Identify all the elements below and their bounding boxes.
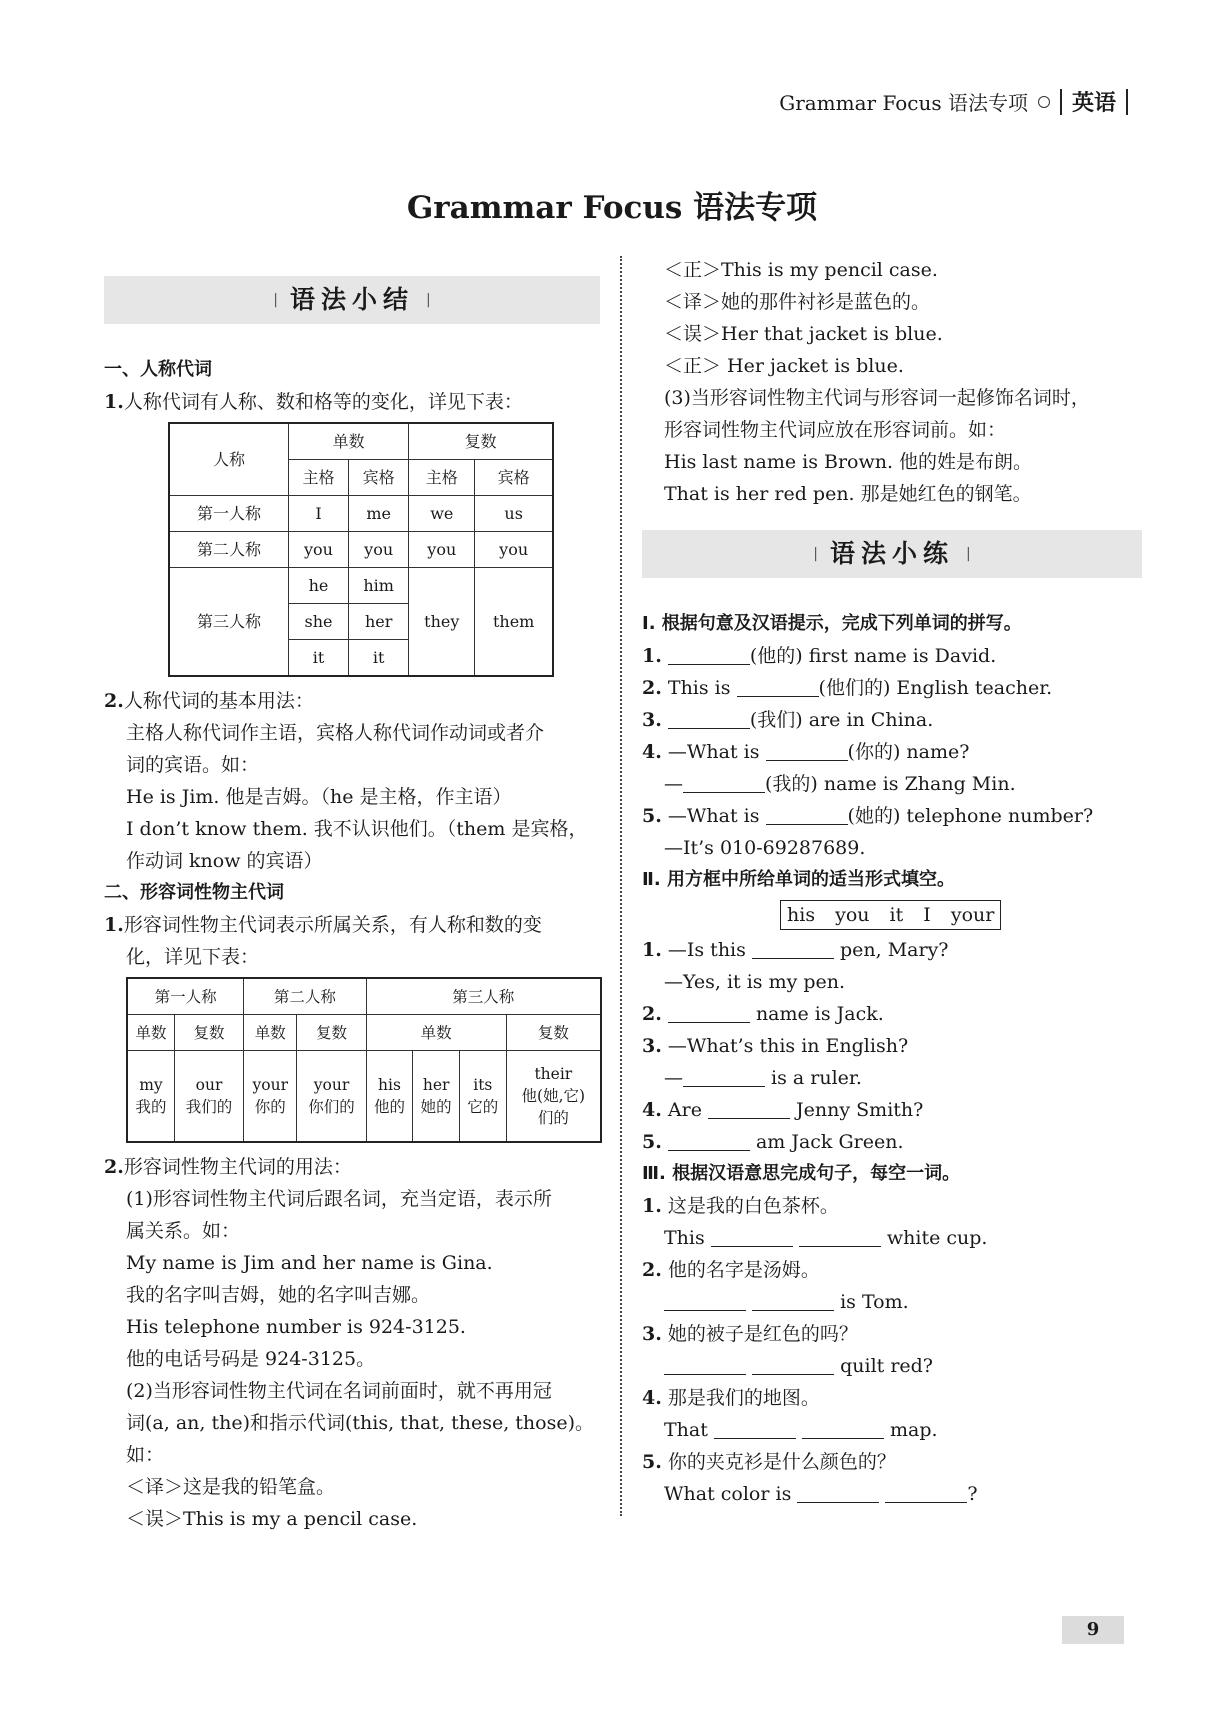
text-line: 属关系。如： (126, 1220, 241, 1242)
text-line: —Yes, it is my pen. (664, 971, 846, 993)
exercise-item: 1. —Is this pen, Mary? (642, 939, 949, 961)
text-line: I don’t know them. 我不认识他们。（them 是宾格， (126, 818, 588, 840)
text-line: That is her red pen. 那是她红色的钢笔。 (664, 483, 1032, 505)
practice-heading: 语法小练 (829, 539, 954, 568)
text-line: 词的宾语。如： (126, 754, 260, 776)
text-line: He is Jim. 他是吉姆。（he 是主格，作主语） (126, 786, 512, 808)
exercise-item: 3. —What’s this in English? (642, 1035, 909, 1057)
page-number: 9 (1062, 1616, 1124, 1644)
answer-blank[interactable] (766, 804, 848, 825)
text-line: (3)当形容词性物主代词与形容词一起修饰名词时， (664, 387, 1090, 409)
table-row: my 我的 our 我们的 your 你的 your 你们的 his 他的 her 她的 its 它的 their 他(她,它) 们的 (127, 1051, 601, 1143)
column-divider (620, 256, 622, 1516)
exercise-item: 5. 你的夹克衫是什么颜色的？ (642, 1451, 896, 1473)
page-title: Grammar Focus 语法专项 (406, 190, 818, 226)
exercise-item: 4. —What is (你的) name? (642, 741, 970, 763)
exercise-item: What color is ? (664, 1483, 978, 1505)
exercise-heading: Ⅲ. 根据汉语意思完成句子，每空一词。 (642, 1163, 961, 1184)
answer-blank[interactable] (802, 1418, 884, 1439)
possessive-adjective-table: 第一人称 第二人称 第三人称 单数 复数 单数 复数 单数 复数 my 我的 our 我们的 your 你的 your 你们的 his 他的 her 她的 its 它的 their 他(她,它) 们的 (126, 977, 602, 1143)
text-line: 主格人称代词作主语，宾格人称代词作动词或者介 (126, 722, 545, 744)
text-line: 作动词 know 的宾语） (126, 850, 323, 872)
text-line: —It’s 010-69287689. (664, 837, 866, 859)
table-row: 第一人称 I me we us (169, 496, 553, 532)
table-row: she her (169, 604, 553, 640)
paragraph: 人称代词有人称、数和格等的变化，详见下表： (123, 391, 523, 413)
exercise-item: 5. am Jack Green. (642, 1131, 904, 1153)
exercise-item: 4. Are Jenny Smith? (642, 1099, 924, 1121)
left-column: | 语法小结 | 一、人称代词 1.人称代词有人称、数和格等的变化，详见下表： 人称 单数 复数 主格 宾格 主格 宾格 第一人称 I me we us 第二人称 you you you you 第三人称 he him they them she her it it 2.人称代词的基本用法： 主格人称代词作主语，宾格人称代词作动词或者介 词的宾语。如： He is Jim. 他是吉姆。（he 是主格，作主语） I don’t know them. 我不认识他们。（them 是宾格， 作动词 know 的宾语） 二、形容词性物主代词 1.形容词性物主代词表示所属关系，有人称和数的变 化，详见下表： 第一人称 第二人称 第三人称 单数 复数 单数 复数 单数 复数 my 我的 our 我们的 your 你的 your 你们的 his 他的 her 她的 its 它的 their 他(她,它) 们的 2.形容词性物主代词的用法： (1)形容词性物主代词后跟名词，充当定语，表示所 属关系。如： My name is Jim and her name is Gina. 我的名字叫吉姆，她的名字叫吉娜。 His telephone number is 924-3125. 他的电话号码是 924-3125。 (2)当形容词性物主代词在名词前面时，就不再用冠 词(a, an, the)和指示代词(this, that, these, those)。 如： ＜译＞这是我的铅笔盒。 ＜误＞This is my a pencil case. (104, 272, 600, 1535)
answer-blank[interactable] (708, 1098, 790, 1119)
text-line: ＜正＞This is my pencil case. (664, 259, 938, 281)
text-line: ＜正＞ Her jacket is blue. (664, 355, 904, 377)
section-heading: 一、人称代词 (104, 359, 212, 380)
text-line: ＜误＞This is my a pencil case. (126, 1508, 418, 1530)
header-title: Grammar Focus 语法专项 (779, 91, 1028, 115)
text-line: His last name is Brown. 他的姓是布朗。 (664, 451, 1033, 473)
text-line: 我的名字叫吉姆，她的名字叫吉娜。 (126, 1284, 431, 1306)
answer-blank[interactable] (752, 1354, 834, 1375)
summary-section-header: | 语法小结 | (104, 276, 600, 324)
answer-blank[interactable] (797, 1482, 879, 1503)
table-row: 第二人称 you you you you (169, 532, 553, 568)
text-line: 如： (126, 1444, 165, 1466)
exercise-item: 3. (我们) are in China. (642, 709, 934, 731)
answer-blank[interactable] (664, 1354, 746, 1375)
text-line: ＜误＞Her that jacket is blue. (664, 323, 943, 345)
answer-blank[interactable] (683, 772, 765, 793)
word-bank: his you it I your (780, 900, 1001, 930)
exercise-item: 1. (他的) first name is David. (642, 645, 997, 667)
answer-blank[interactable] (664, 1290, 746, 1311)
exercise-item: That map. (664, 1419, 938, 1441)
answer-blank[interactable] (714, 1418, 796, 1439)
text-line: 形容词性物主代词应放在形容词前。如： (664, 419, 1007, 441)
exercise-item: — is a ruler. (664, 1067, 862, 1089)
exercise-item: 4. 那是我们的地图。 (642, 1387, 820, 1409)
exercise-item: 2. 他的名字是汤姆。 (642, 1259, 820, 1281)
text-line: His telephone number is 924-3125. (126, 1316, 466, 1338)
answer-blank[interactable] (752, 938, 834, 959)
circle-icon (1038, 96, 1050, 108)
answer-blank[interactable] (885, 1482, 967, 1503)
answer-blank[interactable] (668, 1130, 750, 1151)
summary-heading: 语法小结 (289, 285, 414, 314)
answer-blank[interactable] (668, 1002, 750, 1023)
divider-bar (1126, 89, 1128, 115)
exercise-item: is Tom. (642, 1286, 1142, 1318)
text-line: (1)形容词性物主代词后跟名词，充当定语，表示所 (126, 1188, 552, 1210)
header-subject: 英语 (1071, 91, 1116, 116)
text-line: 他的电话号码是 924-3125。 (126, 1348, 376, 1370)
exercise-item: 3. 她的被子是红色的吗？ (642, 1323, 858, 1345)
exercise-heading: Ⅱ. 用方框中所给单词的适当形式填空。 (642, 869, 955, 890)
text-line: 化，详见下表： (126, 946, 260, 968)
right-column (642, 254, 1142, 1510)
text-line: ＜译＞这是我的铅笔盒。 (126, 1476, 336, 1498)
table-row: it it (169, 640, 553, 677)
answer-blank[interactable] (752, 1290, 834, 1311)
exercise-item: 2. name is Jack. (642, 1003, 884, 1025)
exercise-item: This white cup. (664, 1227, 988, 1249)
answer-blank[interactable] (668, 644, 750, 665)
answer-blank[interactable] (799, 1226, 881, 1247)
exercise-item: 5. —What is (她的) telephone number? (642, 805, 1094, 827)
exercise-item: 2. This is (他们的) English teacher. (642, 677, 1053, 699)
exercise-heading: Ⅰ. 根据句意及汉语提示，完成下列单词的拼写。 (642, 613, 1022, 634)
running-header (779, 86, 1128, 117)
text-line: My name is Jim and her name is Gina. (126, 1252, 493, 1274)
answer-blank[interactable] (711, 1226, 793, 1247)
practice-section-header: | 语法小练 | (642, 530, 1142, 578)
answer-blank[interactable] (737, 676, 819, 697)
exercise-item: 1. 这是我的白色茶杯。 (642, 1195, 839, 1217)
text-line: 词(a, an, the)和指示代词(this, that, these, those)。 (126, 1412, 595, 1434)
answer-blank[interactable] (668, 708, 750, 729)
text-line: (2)当形容词性物主代词在名词前面时，就不再用冠 (126, 1380, 552, 1402)
exercise-item: quilt red? (642, 1350, 1142, 1382)
exercise-item: — (我的) name is Zhang Min. (664, 773, 1016, 795)
table-row: 第三人称 he him they them (169, 568, 553, 604)
answer-blank[interactable] (683, 1066, 765, 1087)
answer-blank[interactable] (766, 740, 848, 761)
text-line: ＜译＞她的那件衬衫是蓝色的。 (664, 291, 931, 313)
divider-bar (1060, 89, 1062, 115)
section-heading: 二、形容词性物主代词 (104, 882, 284, 903)
personal-pronoun-table: 人称 单数 复数 主格 宾格 主格 宾格 第一人称 I me we us 第二人称 you you you you 第三人称 he him they them she her it it (168, 422, 554, 677)
